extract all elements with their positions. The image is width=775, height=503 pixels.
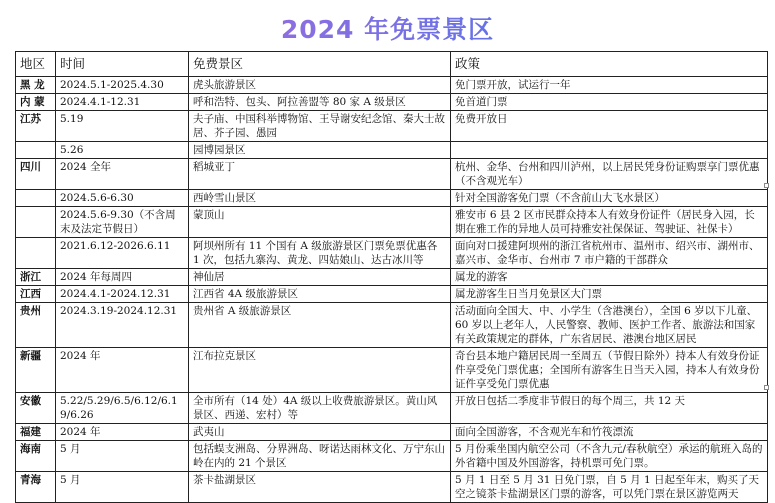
policy-cell: 活动面向全国大、中、小学生（含港澳台），全国 6 岁以下儿童、60 岁以上老年人，人民警察、教师、医护工作者、旅游法和国家有关政策规定的群体，广东省居民、港澳台地区居民: [451, 303, 768, 348]
region-cell: 福建: [16, 424, 56, 441]
time-cell: 5 月: [56, 472, 189, 503]
scenic-cell: 全市所有（14 处）4A 级以上收费旅游景区。黄山风景区、西递、宏村）等: [189, 393, 451, 424]
page-title: 2024 年免票景区: [0, 10, 775, 46]
scenic-table: [15, 51, 768, 503]
region-cell: [16, 190, 56, 207]
scenic-cell: 江布拉克景区: [189, 348, 451, 393]
region-cell: 青海: [16, 472, 56, 503]
scenic-cell: 夫子庙、中国科举博物馆、王导谢安纪念馆、秦大士故居、芥子园、愚园: [189, 111, 451, 142]
table-header-row: [16, 52, 768, 77]
table-row: [16, 142, 768, 159]
header-time: 时间: [56, 52, 189, 77]
selection-handle[interactable]: [764, 385, 769, 390]
scenic-cell: 西岭雪山景区: [189, 190, 451, 207]
policy-cell: 雅安市 6 县 2 区市民群众持本人有效身份证件（居民身入园，长期在雅工作的异地人员可持雅安社保保证、驾驶证、社保卡）: [451, 207, 768, 238]
time-cell: 5.22/5.29/6.5/6.12/6.19/6.26: [56, 393, 189, 424]
scenic-cell: 阿坝州所有 11 个国有 A 级旅游景区门票免票优惠各 1 次，包括九寨沟、黄龙、四姑娘山、达古冰川等: [189, 238, 451, 269]
time-cell: 2024.5.6-9.30（不含周末及法定节假日）: [56, 207, 189, 238]
policy-cell: 属龙游客生日当月免景区大门票: [451, 286, 768, 303]
region-cell: 浙江: [16, 269, 56, 286]
region-cell: 新疆: [16, 348, 56, 393]
policy-cell: 面向全国游客，不含观光车和竹筏漂流: [451, 424, 768, 441]
policy-cell: 杭州、金华、台州和四川泸州，以上居民凭身份证购票享门票优惠（不含观光车）: [451, 159, 768, 190]
table-row: [16, 159, 768, 190]
scenic-cell: 包括蜈支洲岛、分界洲岛、呀诺达雨林文化、万宁东山岭在内的 21 个景区: [189, 441, 451, 472]
time-cell: 2024.5.6-6.30: [56, 190, 189, 207]
table-row: [16, 286, 768, 303]
policy-cell: [451, 142, 768, 159]
region-cell: [16, 207, 56, 238]
policy-cell: 免费开放日: [451, 111, 768, 142]
table-row: [16, 303, 768, 348]
policy-cell: 5 月 1 日至 5 月 31 日免门票，自 5 月 1 日起至年末，购买了天空之镜茶卡盐湖景区门票的游客，可以凭门票在景区游览两天: [451, 472, 768, 503]
region-cell: 江西: [16, 286, 56, 303]
time-cell: 5.19: [56, 111, 189, 142]
time-cell: 5 月: [56, 441, 189, 472]
scenic-cell: 呼和浩特、包头、阿拉善盟等 80 家 A 级景区: [189, 94, 451, 111]
policy-cell: 免门票开放，试运行一年: [451, 77, 768, 94]
time-cell: 2024 年每周四: [56, 269, 189, 286]
region-cell: 贵州: [16, 303, 56, 348]
time-cell: 2024 全年: [56, 159, 189, 190]
time-cell: 2024 年: [56, 348, 189, 393]
region-cell: 内 蒙: [16, 94, 56, 111]
table-row: [16, 441, 768, 472]
table-row: [16, 77, 768, 94]
table-row: [16, 238, 768, 269]
policy-cell: 针对全国游客免门票（不含前山大飞水景区）: [451, 190, 768, 207]
table-row: [16, 472, 768, 503]
scenic-cell: 江西省 4A 级旅游景区: [189, 286, 451, 303]
region-cell: 黑 龙: [16, 77, 56, 94]
scenic-cell: 虎头旅游景区: [189, 77, 451, 94]
table-row: [16, 111, 768, 142]
selection-handle[interactable]: [764, 183, 769, 188]
header-region: 地区: [16, 52, 56, 77]
region-cell: 海南: [16, 441, 56, 472]
policy-cell: 5 月份乘坐国内航空公司（不含九元/春秋航空）承运的航班入岛的外省籍中国及外国游客，持机票可免门票。: [451, 441, 768, 472]
table-row: [16, 269, 768, 286]
header-scenic: 免费景区: [189, 52, 451, 77]
scenic-cell: 茶卡盐湖景区: [189, 472, 451, 503]
scenic-cell: 武夷山: [189, 424, 451, 441]
policy-cell: 属龙的游客: [451, 269, 768, 286]
time-cell: 2024 年: [56, 424, 189, 441]
table-row: [16, 207, 768, 238]
policy-cell: 面向对口援建阿坝州的浙江省杭州市、温州市、绍兴市、湖州市、嘉兴市、金华市、台州市 7 市户籍的干部群众: [451, 238, 768, 269]
table-row: [16, 94, 768, 111]
scenic-cell: 蒙顶山: [189, 207, 451, 238]
scenic-cell: 神仙居: [189, 269, 451, 286]
time-cell: 2024.5.1-2025.4.30: [56, 77, 189, 94]
time-cell: 2024.4.1-12.31: [56, 94, 189, 111]
table-row: [16, 190, 768, 207]
policy-cell: 免首道门票: [451, 94, 768, 111]
region-cell: 四川: [16, 159, 56, 190]
scenic-cell: 贵州省 A 级旅游景区: [189, 303, 451, 348]
table-row: [16, 393, 768, 424]
policy-cell: 开放日包括二季度非节假日的每个周三，共 12 天: [451, 393, 768, 424]
scenic-table-container: [15, 51, 767, 503]
region-cell: [16, 238, 56, 269]
time-cell: 2024.3.19-2024.12.31: [56, 303, 189, 348]
policy-cell: 奇台县本地户籍居民周一至周五（节假日除外）持本人有效身份证件享受免门票优惠；全国所有游客生日当天入园，持本人有效身份证件享受免门票优惠: [451, 348, 768, 393]
scenic-cell: 稻城亚丁: [189, 159, 451, 190]
scenic-cell: 园博园景区: [189, 142, 451, 159]
region-cell: 安徽: [16, 393, 56, 424]
table-row: [16, 348, 768, 393]
region-cell: 江苏: [16, 111, 56, 142]
header-policy: 政策: [451, 52, 768, 77]
time-cell: 2021.6.12-2026.6.11: [56, 238, 189, 269]
region-cell: [16, 142, 56, 159]
table-row: [16, 424, 768, 441]
time-cell: 2024.4.1-2024.12.31: [56, 286, 189, 303]
time-cell: 5.26: [56, 142, 189, 159]
